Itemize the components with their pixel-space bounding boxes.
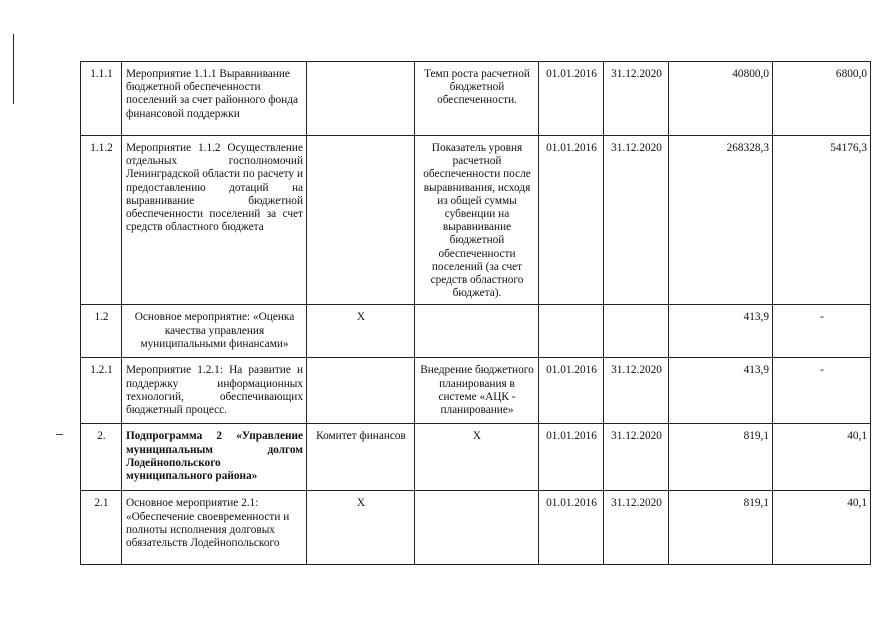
end-date: 31.12.2020 <box>604 136 669 305</box>
indicator-cell <box>415 491 539 565</box>
row-number: 1.2.1 <box>81 358 122 424</box>
start-date: 01.01.2016 <box>539 358 604 424</box>
table-row <box>81 62 871 136</box>
total-funding: 268328,3 <box>669 136 773 305</box>
start-date: 01.01.2016 <box>539 424 604 491</box>
year-funding: - <box>773 305 871 358</box>
table-row <box>81 491 871 565</box>
indicator-cell: Внедрение бюджетного планирования в системе «АЦК - планирование» <box>415 358 539 424</box>
indicator-cell: Показатель уровня расчетной обеспеченности после выравнивания, исходя из общей суммы субвенции на выравнивание бюджетной обеспеченности поселений (за счет средств областного бюджета). <box>415 136 539 305</box>
activity-name: Основное мероприятие: «Оценка качества управления муниципальными финансами» <box>122 305 307 358</box>
indicator-cell: Х <box>415 424 539 491</box>
total-funding: 413,9 <box>669 305 773 358</box>
year-funding: 54176,3 <box>773 136 871 305</box>
margin-tick-mark <box>56 434 63 435</box>
indicator-cell: Темп роста расчетной бюджетной обеспеченности. <box>415 62 539 136</box>
table-row <box>81 358 871 424</box>
row-number: 1.1.1 <box>81 62 122 136</box>
subprogram-title: Подпрограмма 2 «Управление муниципальным долгом Лодейнопольского муниципального района» <box>122 424 307 491</box>
executor-cell <box>307 136 415 305</box>
start-date: 01.01.2016 <box>539 62 604 136</box>
start-date <box>539 305 604 358</box>
table-row <box>81 305 871 358</box>
activity-name: Основное мероприятие 2.1: «Обеспечение своевременности и полноты исполнения долговых обязательств Лодейнопольского <box>122 491 307 565</box>
margin-binding-line <box>13 34 14 104</box>
total-funding: 819,1 <box>669 424 773 491</box>
activity-name: Мероприятие 1.1.1 Выравнивание бюджетной обеспеченности поселений за счет районного фонда финансовой поддержки <box>122 62 307 136</box>
executor-cell <box>307 358 415 424</box>
end-date: 31.12.2020 <box>604 62 669 136</box>
total-funding: 413,9 <box>669 358 773 424</box>
end-date <box>604 305 669 358</box>
indicator-cell <box>415 305 539 358</box>
start-date: 01.01.2016 <box>539 491 604 565</box>
executor-cell: Комитет финансов <box>307 424 415 491</box>
end-date: 31.12.2020 <box>604 491 669 565</box>
table-row <box>81 424 871 491</box>
row-number: 1.2 <box>81 305 122 358</box>
table-row <box>81 136 871 305</box>
total-funding: 40800,0 <box>669 62 773 136</box>
total-funding: 819,1 <box>669 491 773 565</box>
year-funding: - <box>773 358 871 424</box>
executor-cell: Х <box>307 305 415 358</box>
executor-cell <box>307 62 415 136</box>
end-date: 31.12.2020 <box>604 424 669 491</box>
row-number: 2.1 <box>81 491 122 565</box>
executor-cell: Х <box>307 491 415 565</box>
year-funding: 40,1 <box>773 424 871 491</box>
year-funding: 6800,0 <box>773 62 871 136</box>
year-funding: 40,1 <box>773 491 871 565</box>
program-activities-table <box>80 61 871 565</box>
activity-name: Мероприятие 1.1.2 Осуществление отдельных госполномочий Ленинградской области по расчету и предоставлению дотаций на выравнивание бюджетной обеспеченности поселений за счет средств областного бюджета <box>122 136 307 305</box>
activity-name: Мероприятие 1.2.1: На развитие и поддержку информационных технологий, обеспечивающих бюджетный процесс. <box>122 358 307 424</box>
row-number: 2. <box>81 424 122 491</box>
end-date: 31.12.2020 <box>604 358 669 424</box>
row-number: 1.1.2 <box>81 136 122 305</box>
start-date: 01.01.2016 <box>539 136 604 305</box>
